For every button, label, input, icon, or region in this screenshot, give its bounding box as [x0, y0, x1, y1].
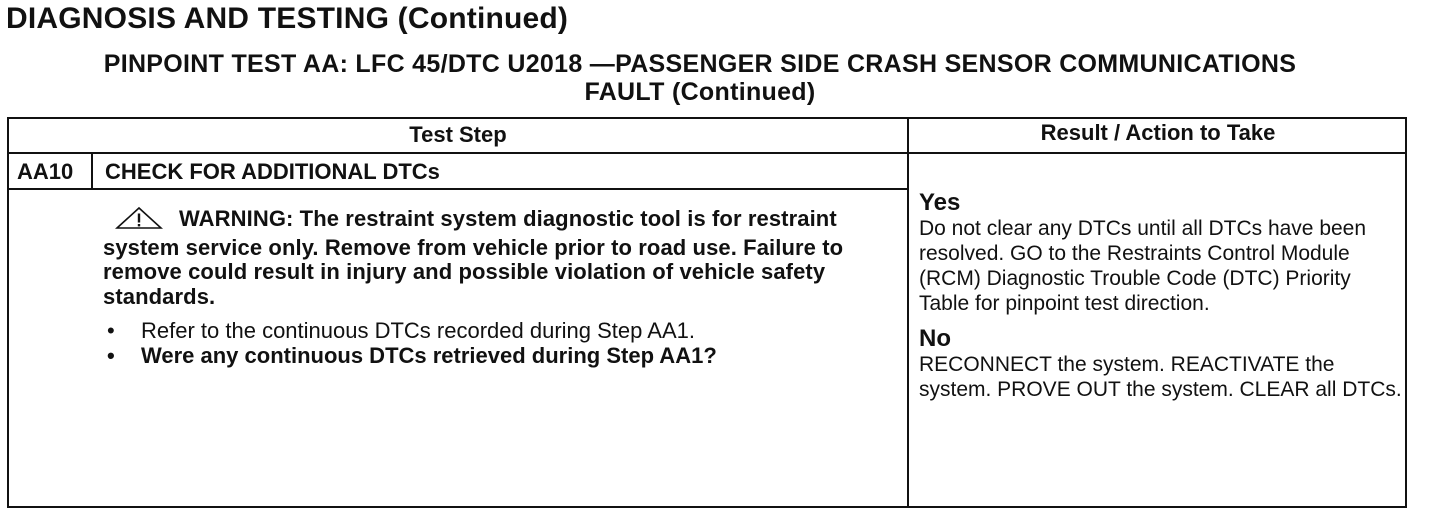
bullet-icon: • — [107, 343, 115, 368]
page-title: DIAGNOSIS AND TESTING (Continued) — [6, 2, 569, 35]
step-id-divider — [91, 154, 93, 189]
header-divider-right — [908, 152, 1407, 154]
warning-triangle-icon — [115, 206, 171, 236]
result-yes-label: Yes — [919, 189, 961, 216]
header-divider-left — [9, 152, 908, 154]
pinpoint-test-title-line-1: PINPOINT TEST AA: LFC 45/DTC U2018 —PASSENGER SIDE CRASH SENSOR COMMUNICATIONS — [103, 50, 1297, 78]
result-no-action: RECONNECT the system. REACTIVATE the system. PROVE OUT the system. CLEAR all DTCs. — [919, 353, 1402, 401]
step-id: AA10 — [17, 159, 74, 184]
result-no-label: No — [919, 325, 951, 352]
step-title: CHECK FOR ADDITIONAL DTCs — [105, 159, 440, 184]
test-step-table — [7, 117, 1407, 508]
pinpoint-test-title — [20, 50, 1380, 106]
pinpoint-test-title-line-2: FAULT (Continued) — [584, 78, 816, 106]
step-bullets — [103, 318, 903, 368]
column-divider — [907, 119, 909, 506]
list-item — [103, 343, 903, 368]
result-column — [919, 190, 1405, 412]
header-result-action: Result / Action to Take — [1040, 120, 1276, 145]
list-item — [103, 318, 903, 343]
warning-text: WARNING: The restraint system diagnostic tool is for restraint system service only. Remove from vehicle prior to road use. Failure to remove could result in injury and possible violation of vehicle safety standards. — [103, 206, 844, 309]
step-row-divider — [9, 188, 908, 190]
header-test-step: Test Step — [409, 122, 507, 147]
warning-block — [103, 206, 903, 309]
result-yes-action: Do not clear any DTCs until all DTCs have been resolved. GO to the Restraints Control Module (RCM) Diagnostic Trouble Code (DTC) Priority Table for pinpoint test direction. — [919, 217, 1367, 315]
bullet-text: Were any continuous DTCs retrieved during Step AA1? — [141, 343, 717, 368]
bullet-text: Refer to the continuous DTCs recorded during Step AA1. — [141, 318, 695, 343]
bullet-icon: • — [107, 318, 115, 343]
